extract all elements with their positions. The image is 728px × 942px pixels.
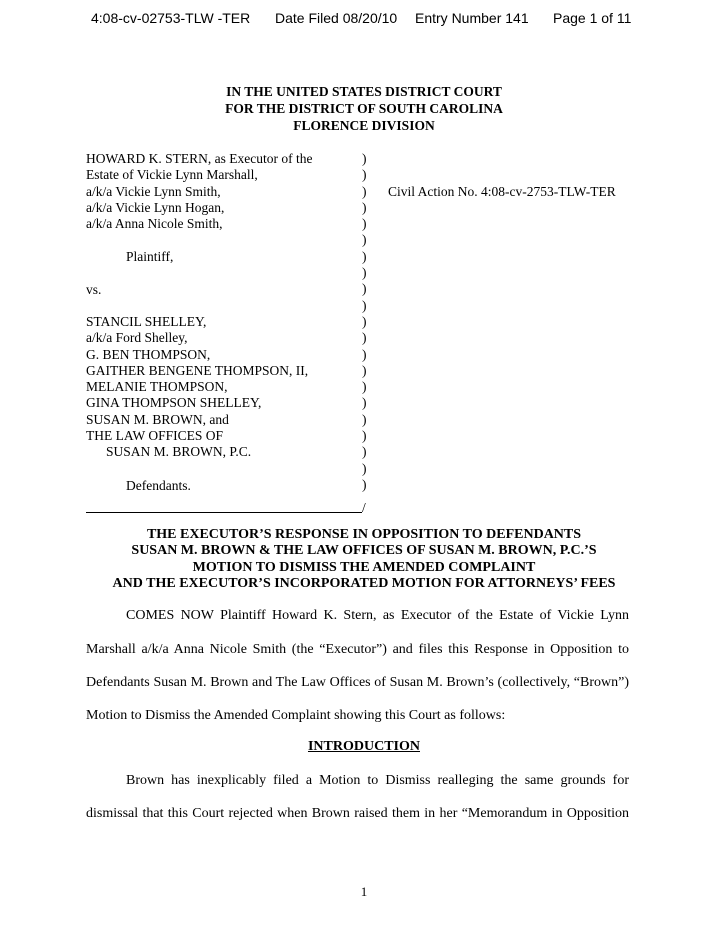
paren: ) (362, 346, 367, 362)
caption-line: SUSAN M. BROWN, and (86, 411, 229, 427)
paren: ) (362, 167, 367, 183)
caption-line: a/k/a Ford Shelley, (86, 330, 188, 346)
caption-line: STANCIL SHELLEY, (86, 314, 207, 329)
caption-line: GINA THOMPSON SHELLEY, (86, 395, 262, 411)
defendants-label: Defendants. (126, 478, 191, 493)
paren: ) (362, 476, 367, 492)
caption-line: THE LAW OFFICES OF (86, 428, 224, 444)
title-line-4: AND THE EXECUTOR’S INCORPORATED MOTION FOR ATTORNEYS’ FEES (112, 576, 616, 592)
page-number: 1 (360, 884, 368, 899)
plaintiff-label: Plaintiff, (126, 249, 174, 264)
caption-line: Estate of Vickie Lynn Marshall, (86, 167, 258, 183)
paragraph-1-line-4: Motion to Dismiss the Amended Complaint showing this Court as follows: (86, 708, 506, 723)
paren: ) (362, 281, 367, 297)
paren: ) (362, 411, 367, 427)
civil-action-number: Civil Action No. 4:08-cv-2753-TLW-TER (388, 184, 616, 199)
court-line-3: FLORENCE DIVISION (293, 118, 435, 133)
paren: ) (362, 444, 367, 460)
defendant-caption (86, 314, 366, 461)
caption-line: G. BEN THOMPSON, (86, 346, 211, 362)
paren: ) (362, 313, 367, 329)
paren: ) (362, 362, 367, 378)
paren: ) (362, 248, 367, 264)
paragraph-2-line-2: dismissal that this Court rejected when Brown raised them in her “Memorandum in Opposition (86, 806, 629, 821)
title-line-3: MOTION TO DISMISS THE AMENDED COMPLAINT (192, 559, 536, 575)
paren: ) (362, 297, 367, 313)
vs-label: vs. (86, 282, 102, 297)
case-number: 4:08-cv-02753-TLW -TER (91, 10, 251, 26)
document-title (0, 527, 728, 593)
caption-line: a/k/a Vickie Lynn Hogan, (86, 199, 225, 215)
paren: ) (362, 395, 367, 411)
paren: ) (362, 199, 367, 215)
caption-line: GAITHER BENGENE THOMPSON, II, (86, 362, 309, 378)
caption-parentheses (362, 151, 367, 493)
introduction-heading: INTRODUCTION (307, 739, 420, 754)
paragraph-2-line-1: Brown has inexplicably filed a Motion to Dismiss realleging the same grounds for (126, 773, 629, 788)
paren: ) (362, 379, 367, 395)
caption-line: SUSAN M. BROWN, P.C. (106, 444, 252, 460)
entry-number: Entry Number 141 (415, 10, 529, 26)
caption-line: a/k/a Vickie Lynn Smith, (86, 183, 221, 199)
title-line-1: THE EXECUTOR’S RESPONSE IN OPPOSITION TO DEFENDANTS (146, 527, 582, 542)
caption-line: MELANIE THOMPSON, (86, 379, 228, 395)
plaintiff-caption (86, 151, 366, 232)
paren: ) (362, 460, 367, 476)
title-line-2: SUSAN M. BROWN & THE LAW OFFICES OF SUSAN M. BROWN, P.C.’S (131, 543, 597, 559)
ecf-header (0, 10, 728, 30)
caption-line: HOWARD K. STERN, as Executor of the (86, 151, 313, 166)
caption-line: a/k/a Anna Nicole Smith, (86, 216, 223, 232)
caption-rule (86, 512, 362, 513)
paragraph-1-line-3: Defendants Susan M. Brown and The Law Offices of Susan M. Brown’s (collectively, “Brown”) (86, 675, 629, 690)
paren: ) (362, 232, 367, 248)
court-line-2: FOR THE DISTRICT OF SOUTH CAROLINA (225, 101, 503, 116)
paren: ) (362, 265, 367, 281)
court-heading (0, 83, 728, 134)
paragraph-1-line-2: Marshall a/k/a Anna Nicole Smith (the “Executor”) and files this Response in Opposition to (86, 642, 629, 657)
paren: ) (362, 428, 367, 444)
paren: ) (362, 183, 367, 199)
paren: ) (362, 151, 367, 166)
paren: ) (362, 216, 367, 232)
date-filed: Date Filed 08/20/10 (275, 10, 398, 26)
paragraph-1-line-1: COMES NOW Plaintiff Howard K. Stern, as Executor of the Estate of Vickie Lynn (126, 608, 629, 623)
court-line-1: IN THE UNITED STATES DISTRICT COURT (226, 84, 502, 99)
caption-slash: / (362, 500, 366, 515)
paren: ) (362, 330, 367, 346)
page-info: Page 1 of 11 (553, 10, 632, 26)
